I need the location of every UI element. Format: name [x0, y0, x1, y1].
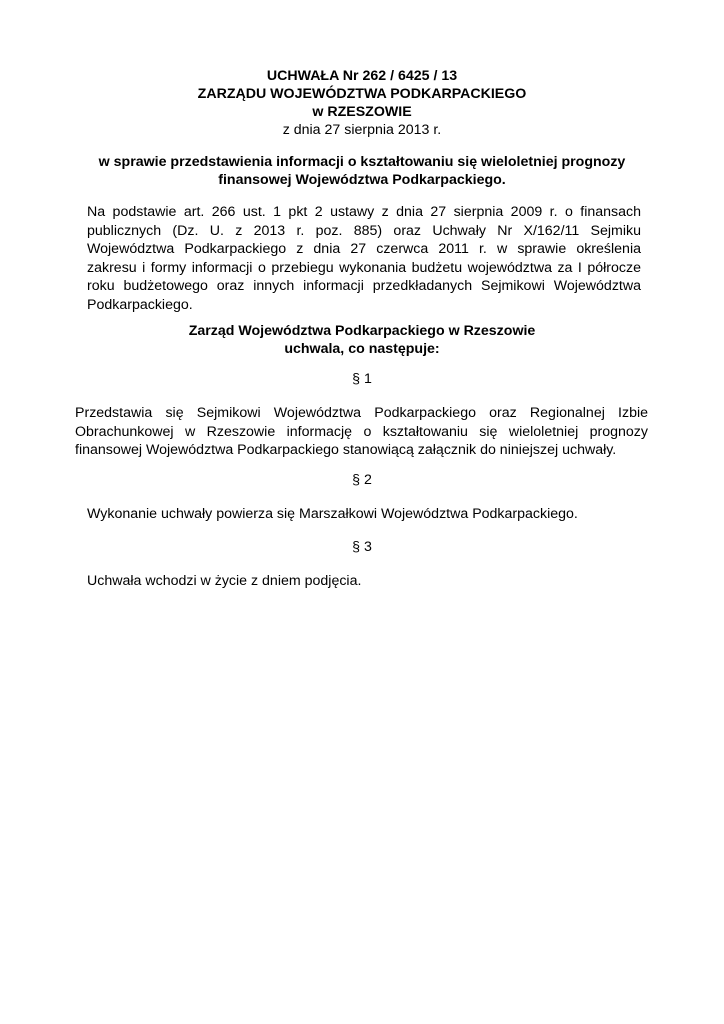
legal-basis-line: roku budżetowego oraz innych informacji przedkładanych Sejmikowi Województwa — [87, 278, 641, 295]
board-name: Zarząd Województwa Podkarpackiego w Rzeszowie — [188, 323, 536, 339]
legal-basis-line: publicznych (Dz. U. z 2013 r. poz. 885) oraz Uchwały Nr X/162/11 Sejmiku — [87, 222, 641, 239]
resolution-number: UCHWAŁA Nr 262 / 6425 / 13 — [266, 68, 458, 84]
section-1-line: Przedstawia się Sejmikowi Województwa Podkarpackiego oraz Regionalnej Izbie — [75, 405, 648, 421]
legal-basis-line: Na podstawie art. 266 ust. 1 pkt 2 ustawy z dnia 27 sierpnia 2009 r. o finansach — [87, 204, 641, 220]
section-1-line: Obrachunkowej w Rzeszowie informację o kształtowaniu się wieloletniej prognozy — [75, 423, 648, 440]
resolves-phrase: uchwala, co następuje: — [284, 341, 440, 357]
resolution-date: z dnia 27 sierpnia 2013 r. — [282, 122, 442, 138]
legal-basis-line: zakresu i formy informacji o przebiegu wykonania budżetu województwa za I półrocze — [87, 259, 641, 276]
section-1-line: finansowej Województwa Podkarpackiego stanowiącą załącznik do niniejszej uchwały. — [75, 442, 617, 459]
board-statement — [60, 322, 664, 358]
section-3-text: Uchwała wchodzi w życie z dniem podjęcia. — [87, 573, 362, 589]
legal-basis-line: Województwa Podkarpackiego z dnia 27 czerwca 2011 r. w sprawie określenia — [87, 241, 641, 258]
issuing-city: w RZESZOWIE — [312, 104, 412, 120]
subject-line: finansowej Województwa Podkarpackiego. — [218, 172, 506, 188]
subject-line: w sprawie przedstawienia informacji o kształtowaniu się wieloletniej prognozy — [98, 154, 626, 170]
resolution-subject — [60, 153, 664, 189]
legal-basis-paragraph — [87, 203, 641, 315]
section-1-text — [75, 404, 648, 460]
section-2-text: Wykonanie uchwały powierza się Marszałkowi Województwa Podkarpackiego. — [87, 506, 578, 522]
issuing-body: ZARZĄDU WOJEWÓDZTWA PODKARPACKIEGO — [197, 86, 527, 102]
section-3-title: § 3 — [352, 539, 372, 555]
resolution-header — [60, 67, 664, 139]
legal-basis-line: Podkarpackiego. — [87, 296, 193, 313]
section-2-title: § 2 — [352, 472, 372, 488]
section-1-title: § 1 — [352, 371, 372, 387]
